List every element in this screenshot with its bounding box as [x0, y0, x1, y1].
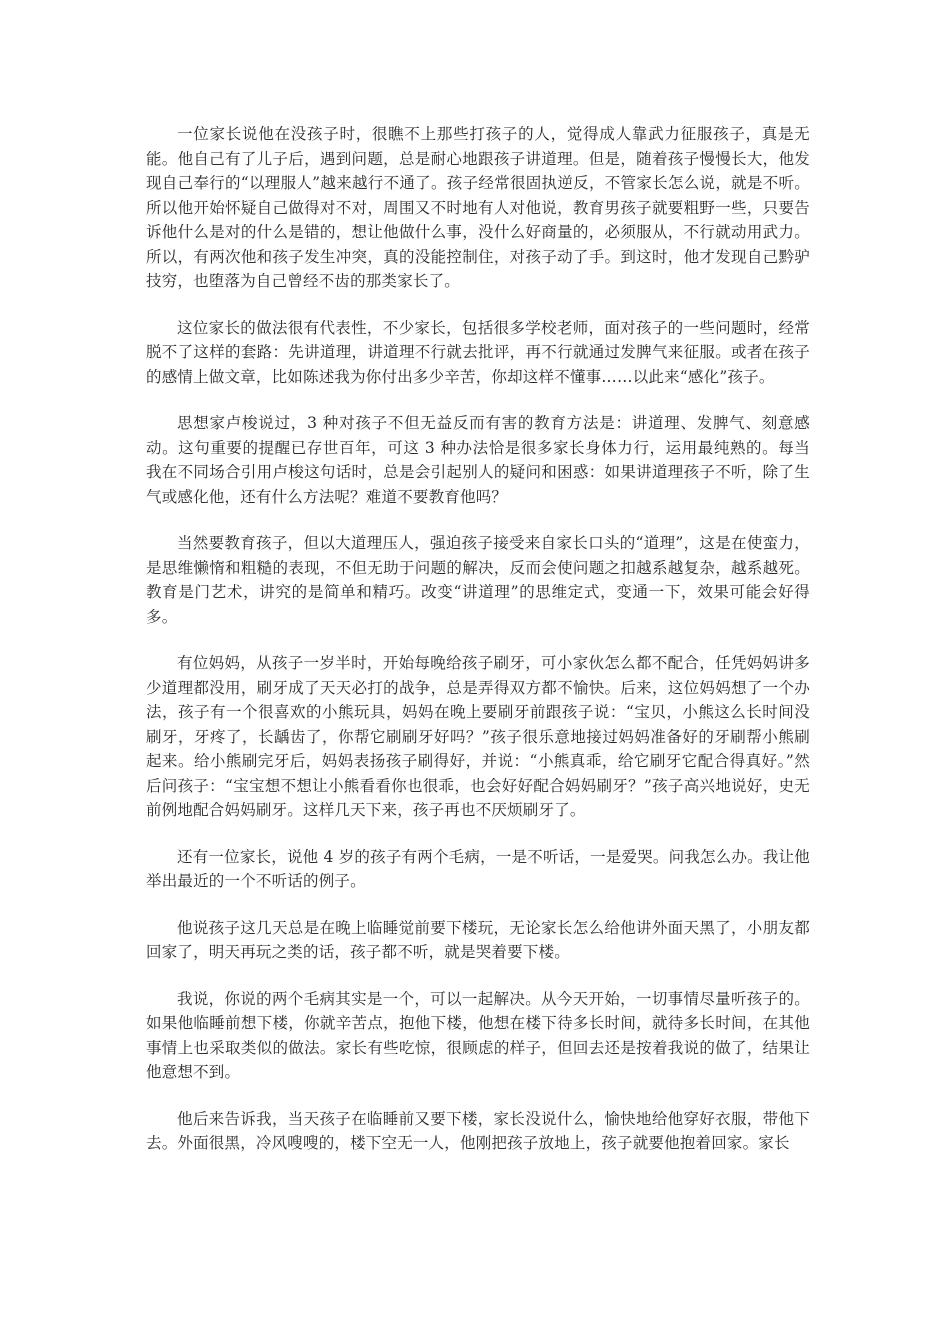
paragraph: 一位家长说他在没孩子时，很瞧不上那些打孩子的人，觉得成人靠武力征服孩子，真是无能。他自己有了儿子后，遇到问题，总是耐心地跟孩子讲道理。但是，随着孩子慢慢长大，他发现自己奉行的“以理服人”越来越行不通了。孩子经常很固执逆反，不管家长怎么说，就是不听。所以他开始怀疑自己做得对不对，周围又不时地有人对他说，教育男孩子就要粗野一些，只要告诉他什么是对的什么是错的，想让他做什么事，没什么好商量的，必须服从，不行就动用武力。所以，有两次他和孩子发生冲突，真的没能控制住，对孩子动了手。到这时，他才发现自己黔驴技穷，也堕落为自己曾经不齿的那类家长了。	[146, 125, 810, 290]
paragraph: 当然要教育孩子，但以大道理压人，强迫孩子接受来自家长口头的“道理”，这是在使蛮力，是思维懒惰和粗糙的表现，不但无助于问题的解决，反而会使问题之扣越系越复杂，越系越死。教育是门艺术，讲究的是简单和精巧。改变“讲道理”的思维定式，变通一下，效果可能会好得多。	[146, 534, 810, 626]
paragraph: 思想家卢梭说过，3 种对孩子不但无益反而有害的教育方法是：讲道理、发脾气、刻意感动。这句重要的提醒已存世百年，可这 3 种办法恰是很多家长身体力行，运用最纯熟的。每当我在不同场合引用卢梭这句话时，总是会引起别人的疑问和困惑：如果讲道理孩子不听，除了生气或感化他，还有什么方法呢？难道不要教育他吗？	[146, 414, 810, 506]
document-body	[146, 122, 810, 1178]
paragraph: 还有一位家长，说他 4 岁的孩子有两个毛病，一是不听话，一是爱哭。问我怎么办。我让他举出最近的一个不听话的例子。	[146, 847, 810, 890]
paragraph: 有位妈妈，从孩子一岁半时，开始每晚给孩子刷牙，可小家伙怎么都不配合，任凭妈妈讲多少道理都没用，刷牙成了天天必打的战争，总是弄得双方都不愉快。后来，这位妈妈想了一个办法，孩子有一个很喜欢的小熊玩具，妈妈在晚上要刷牙前跟孩子说：“宝贝，小熊这么长时间没刷牙，牙疼了，长龋齿了，你帮它刷刷牙好吗？”孩子很乐意地接过妈妈准备好的牙刷帮小熊刷起来。给小熊刷完牙后，妈妈表扬孩子刷得好，并说：“小熊真乖，给它刷牙它配合得真好。”然后问孩子：“宝宝想不想让小熊看看你也很乖，也会好好配合妈妈刷牙？”孩子高兴地说好，史无前例地配合妈妈刷牙。这样几天下来，孩子再也不厌烦刷牙了。	[146, 654, 810, 819]
paragraph: 他后来告诉我，当天孩子在临睡前又要下楼，家长没说什么，愉快地给他穿好衣服，带他下去。外面很黑，冷风嗖嗖的，楼下空无一人，他刚把孩子放地上，孩子就要他抱着回家。家长	[146, 1109, 810, 1152]
paragraph: 这位家长的做法很有代表性，不少家长，包括很多学校老师，面对孩子的一些问题时，经常脱不了这样的套路：先讲道理，讲道理不行就去批评，再不行就通过发脾气来征服。或者在孩子的感情上做文章，比如陈述我为你付出多少辛苦，你却这样不懂事……以此来“感化”孩子。	[146, 318, 810, 386]
paragraph: 我说，你说的两个毛病其实是一个，可以一起解决。从今天开始，一切事情尽量听孩子的。如果他临睡前想下楼，你就辛苦点，抱他下楼，他想在楼下待多长时间，就待多长时间，在其他事情上也采取类似的做法。家长有些吃惊，很顾虑的样子，但回去还是按着我说的做了，结果让他意想不到。	[146, 989, 810, 1081]
paragraph: 他说孩子这几天总是在晚上临睡觉前要下楼玩，无论家长怎么给他讲外面天黑了，小朋友都回家了，明天再玩之类的话，孩子都不听，就是哭着要下楼。	[146, 918, 810, 961]
